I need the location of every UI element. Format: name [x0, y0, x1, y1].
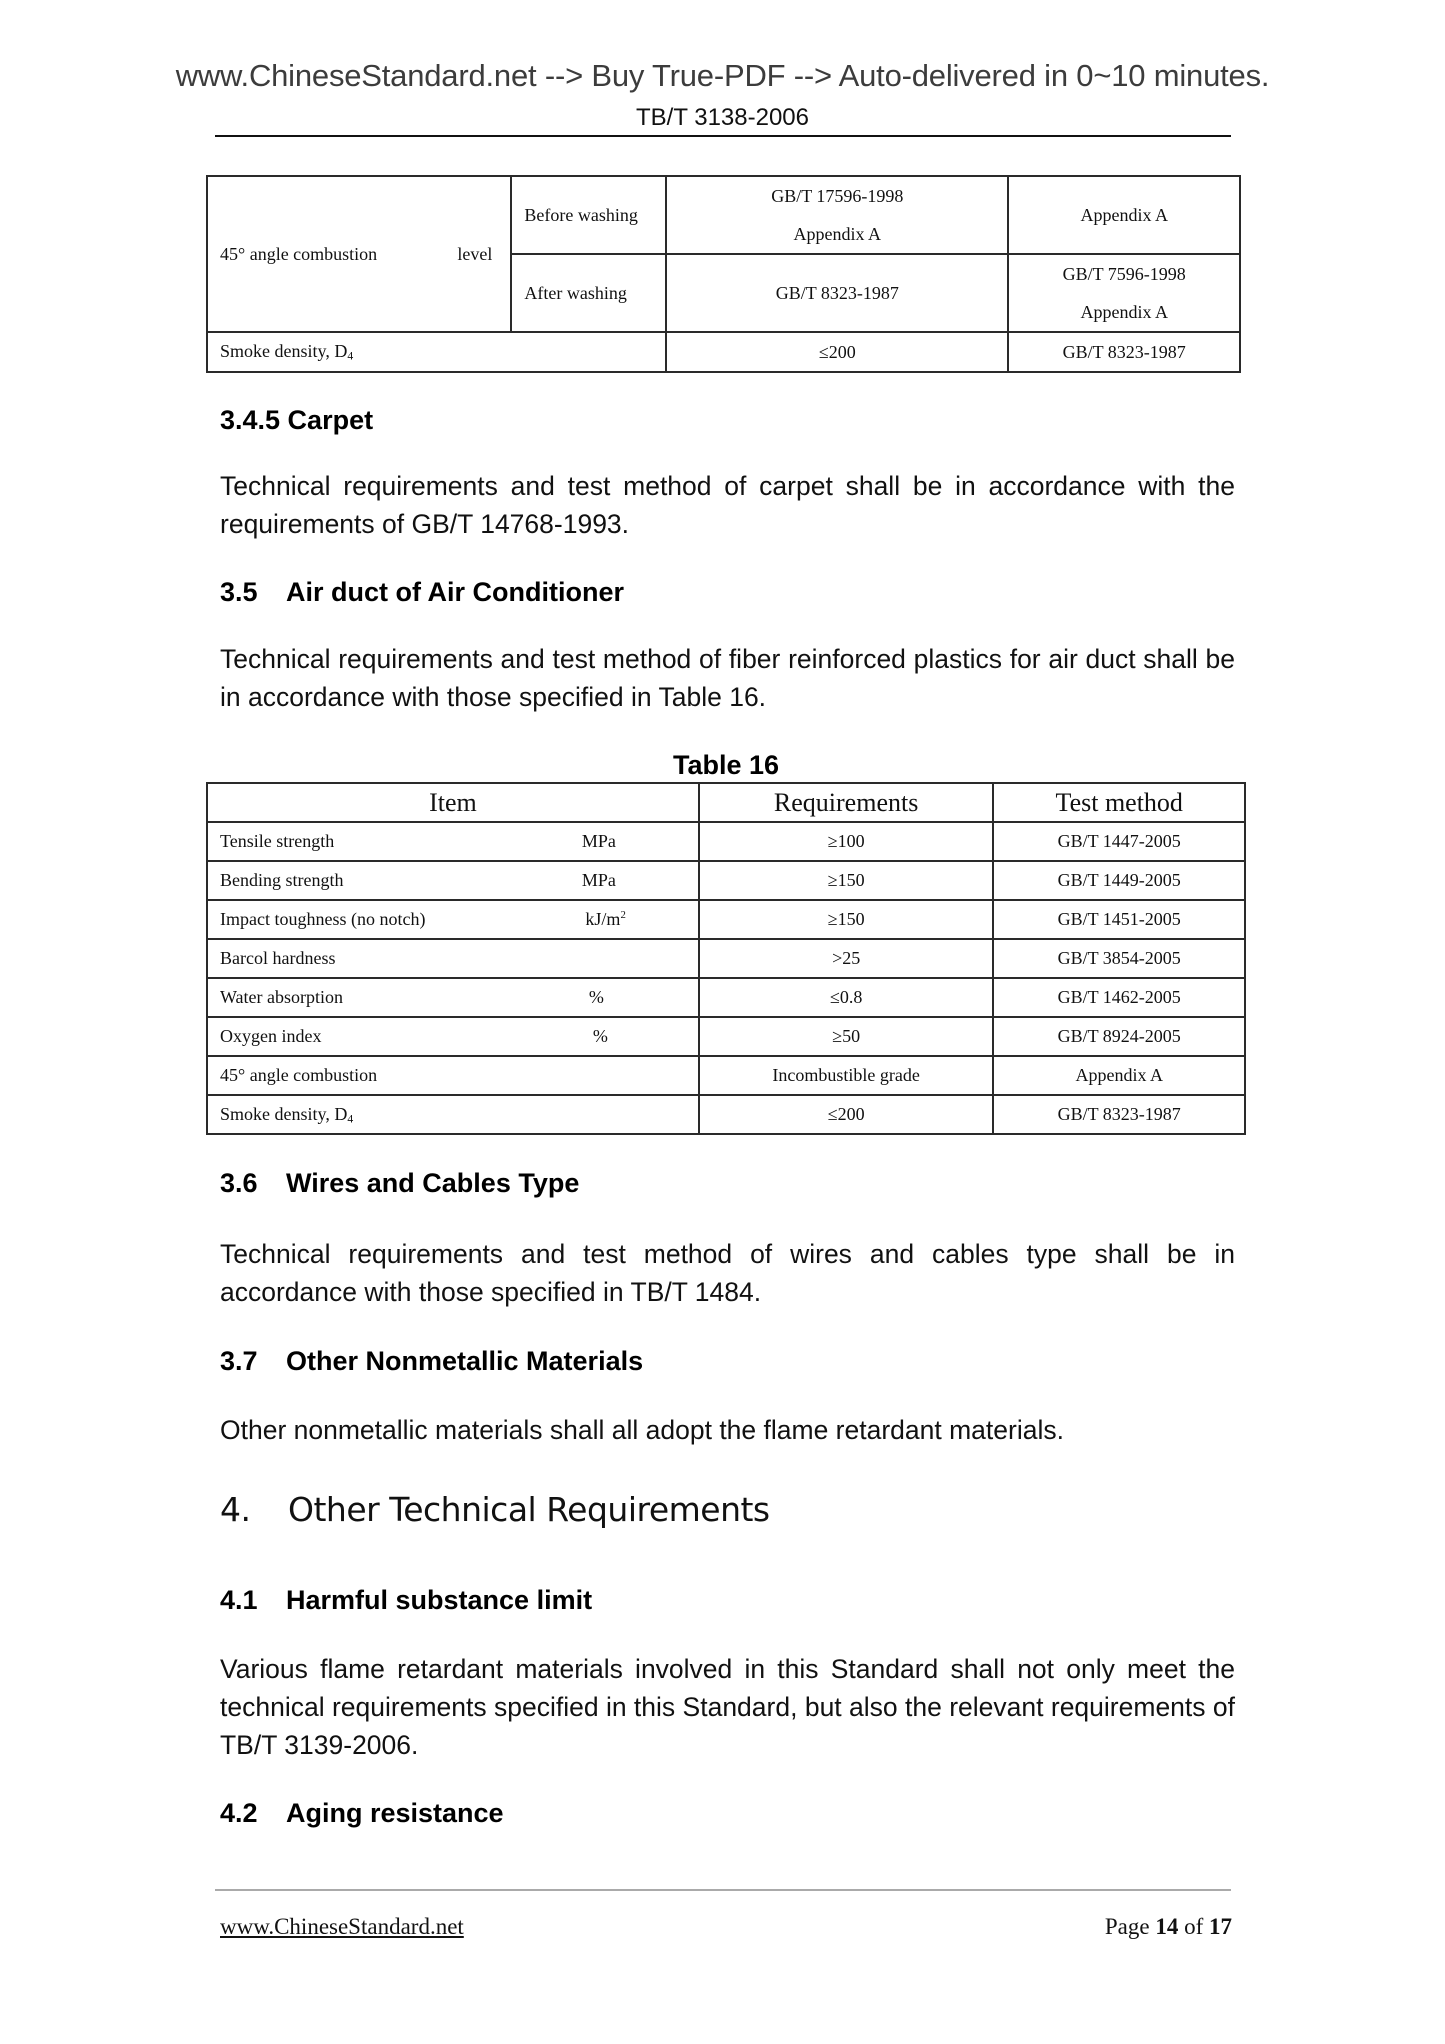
table-cell-requirement: ≤200 — [666, 332, 1008, 372]
table-cell-requirement: ≥100 — [699, 822, 994, 861]
table-cell-requirement: Incombustible grade — [699, 1056, 994, 1095]
section-heading-4-1 — [220, 1585, 592, 1616]
page-total: 17 — [1209, 1914, 1232, 1939]
table-row — [207, 861, 1245, 900]
table-cell-item — [207, 176, 511, 332]
table-cell-item — [207, 939, 699, 978]
item-label: Barcol hardness — [220, 948, 336, 968]
table-cell-test-method: Appendix A — [993, 1056, 1245, 1095]
footer-website-link[interactable]: www.ChineseStandard.net — [220, 1914, 464, 1939]
column-header-item: Item — [207, 783, 699, 822]
table-cell-test-method: GB/T 1462-2005 — [993, 978, 1245, 1017]
item-unit — [585, 909, 625, 930]
section-number: 4.1 — [220, 1585, 258, 1615]
table-row — [207, 939, 1245, 978]
page-of: of — [1178, 1914, 1209, 1939]
section-heading-3-7 — [220, 1346, 643, 1377]
section-heading-3-6 — [220, 1168, 579, 1199]
item-label: Smoke density, D — [220, 341, 348, 362]
table-cell-requirement: ≤200 — [699, 1095, 994, 1134]
table-row — [207, 1095, 1245, 1134]
table-cell-requirement: ≥150 — [699, 861, 994, 900]
table-16 — [206, 782, 1246, 1135]
unit-superscript: 2 — [620, 909, 626, 921]
item-unit: level — [457, 243, 493, 264]
table-cell-item — [207, 1095, 699, 1134]
page-current: 14 — [1155, 1914, 1179, 1939]
item-label: Water absorption — [220, 987, 344, 1007]
table-row — [207, 176, 1240, 254]
table-cell-requirement — [666, 176, 1008, 254]
document-number: TB/T 3138-2006 — [635, 104, 809, 131]
continued-table — [206, 175, 1241, 373]
table-cell-test-method: GB/T 3854-2005 — [993, 939, 1245, 978]
table-cell-requirement: ≥150 — [699, 900, 994, 939]
section-body-3-5: Technical requirements and test method of fiber reinforced plastics for air duct shall be in accordance with those specified in Table 16. — [220, 644, 1235, 712]
section-number: 3.6 — [220, 1168, 258, 1198]
table-row — [207, 1017, 1245, 1056]
requirement-line: GB/T 17596-1998 — [771, 186, 904, 206]
item-label: Bending strength — [220, 870, 344, 890]
table-cell-requirement: >25 — [699, 939, 994, 978]
table-cell-item — [207, 861, 699, 900]
section-body-3-6: Technical requirements and test method of wires and cables type shall be in accordance with those specified in TB/T 1484. — [220, 1239, 1235, 1307]
section-title: Harmful substance limit — [286, 1585, 593, 1615]
item-label: 45° angle combustion — [220, 1065, 378, 1085]
footer-divider — [215, 1889, 1231, 1891]
section-title: Air duct of Air Conditioner — [286, 577, 624, 607]
section-number: 4. — [220, 1490, 251, 1529]
test-method-line: GB/T 7596-1998 — [1062, 264, 1186, 284]
page-indicator — [1000, 1914, 1232, 1940]
table-caption: Table 16 — [672, 750, 780, 780]
section-heading-4-2 — [220, 1798, 504, 1829]
column-header-test-method: Test method — [993, 783, 1245, 822]
item-subscript: 4 — [347, 1112, 354, 1126]
item-label: Oxygen index — [220, 1026, 322, 1046]
item-label: Impact toughness (no notch) — [220, 909, 426, 929]
table-row — [207, 822, 1245, 861]
table-cell-item — [207, 332, 666, 372]
item-label: Tensile strength — [220, 831, 335, 851]
header-divider — [215, 135, 1231, 137]
item-unit: % — [588, 987, 604, 1007]
table-cell-condition: Before washing — [511, 176, 666, 254]
section-title: Aging resistance — [286, 1798, 504, 1828]
item-unit: MPa — [581, 831, 616, 851]
table-row — [207, 332, 1240, 372]
section-body-4-1: Various flame retardant materials involved in this Standard shall not only meet the technical requirements specified in this Standard, but also the relevant requirements of TB/T 3139-2006. — [220, 1654, 1235, 1760]
table-cell-requirement: ≤0.8 — [699, 978, 994, 1017]
section-heading-3-4-5: 3.4.5 Carpet — [220, 405, 374, 435]
table-cell-test-method: GB/T 1451-2005 — [993, 900, 1245, 939]
table-cell-test-method: GB/T 1449-2005 — [993, 861, 1245, 900]
section-number: 3.5 — [220, 577, 258, 607]
table-cell-requirement — [666, 254, 1008, 332]
section-body-3-4-5: Technical requirements and test method of carpet shall be in accordance with the requirements of GB/T 14768-1993. — [220, 471, 1235, 539]
table-cell-item — [207, 978, 699, 1017]
section-heading-3-5 — [220, 577, 624, 608]
table-cell-condition: After washing — [511, 254, 666, 332]
table-cell-item — [207, 1017, 699, 1056]
test-method-line: Appendix A — [1080, 302, 1168, 322]
item-unit: MPa — [581, 870, 616, 890]
item-unit: % — [592, 1026, 608, 1046]
item-subscript: 4 — [347, 349, 354, 363]
table-cell-item — [207, 1056, 699, 1095]
item-label: 45° angle combustion — [220, 243, 378, 264]
table-cell-test-method: GB/T 8323-1987 — [993, 1095, 1245, 1134]
section-number: 3.7 — [220, 1346, 258, 1376]
item-label: Smoke density, D — [220, 1103, 348, 1124]
table-row — [207, 978, 1245, 1017]
unit-text: kJ/m — [585, 909, 621, 929]
section-body-3-7: Other nonmetallic materials shall all adopt the flame retardant materials. — [220, 1415, 1064, 1445]
table-row — [207, 1056, 1245, 1095]
table-cell-test-method — [1008, 254, 1240, 332]
section-heading-4 — [220, 1490, 770, 1529]
table-cell-test-method — [1008, 176, 1240, 254]
section-number: 4.2 — [220, 1798, 258, 1828]
table-cell-test-method: GB/T 8323-1987 — [1008, 332, 1240, 372]
table-cell-test-method: GB/T 1447-2005 — [993, 822, 1245, 861]
table-cell-requirement: ≥50 — [699, 1017, 994, 1056]
header-banner: www.ChineseStandard.net --> Buy True-PDF --> Auto-delivered in 0~10 minutes. — [175, 58, 1270, 93]
table-cell-item — [207, 822, 699, 861]
table-cell-test-method: GB/T 8924-2005 — [993, 1017, 1245, 1056]
requirement-line: Appendix A — [793, 224, 882, 244]
table-cell-item — [207, 900, 699, 939]
table-header-row — [207, 783, 1245, 822]
page-prefix: Page — [1104, 1914, 1156, 1939]
section-title: Wires and Cables Type — [286, 1168, 580, 1198]
section-title: Other Technical Requirements — [288, 1490, 770, 1529]
requirement-line: GB/T 8323-1987 — [775, 283, 899, 303]
section-title: Other Nonmetallic Materials — [286, 1346, 644, 1376]
test-method-line: Appendix A — [1080, 205, 1168, 225]
table-row — [207, 900, 1245, 939]
column-header-requirements: Requirements — [699, 783, 994, 822]
